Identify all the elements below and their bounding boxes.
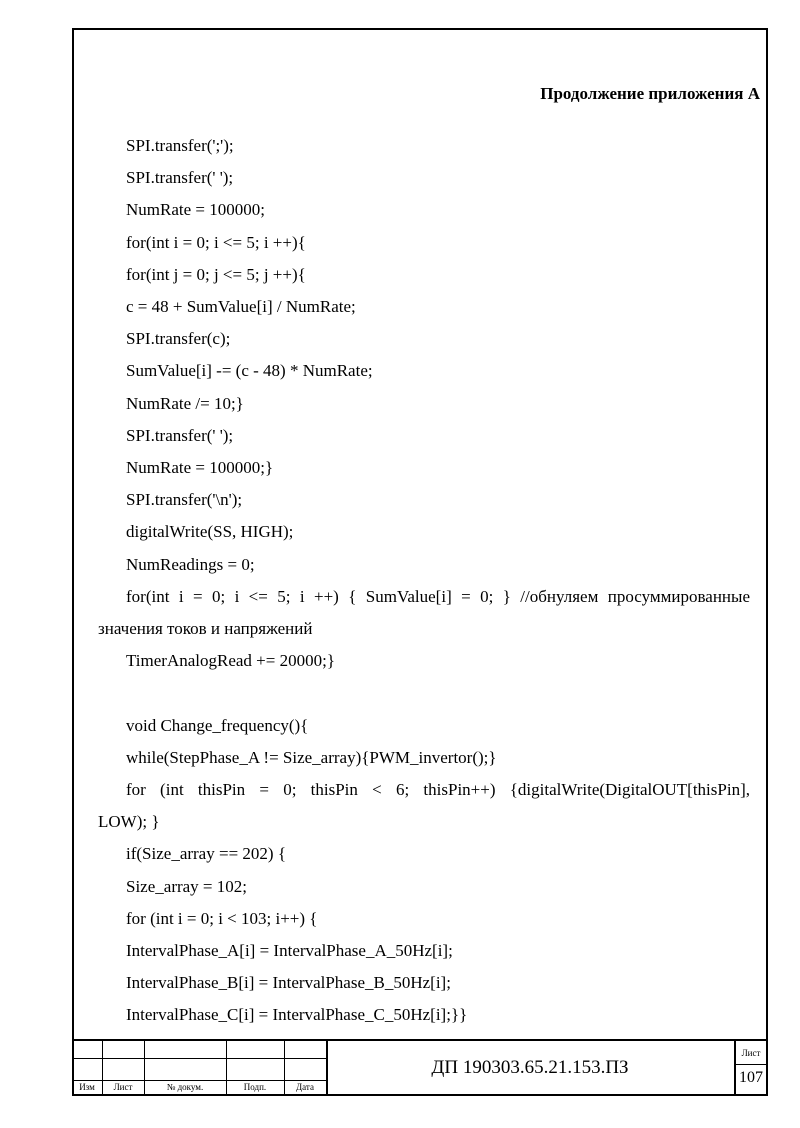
code-line: TimerAnalogRead += 20000;}	[126, 651, 335, 671]
appendix-heading: Продолжение приложения А	[540, 84, 760, 103]
stamp-data-label: Дата	[296, 1082, 314, 1092]
code-line: for (int thisPin = 0; thisPin < 6; thisPin++) {digitalWrite(DigitalOUT[thisPin],	[126, 780, 750, 800]
code-line: SPI.transfer(' ');	[126, 425, 234, 445]
blank-line	[98, 677, 750, 709]
code-line: Size_array = 102;	[126, 876, 247, 896]
code-listing	[98, 130, 750, 1032]
code-line: LOW); }	[98, 812, 160, 832]
code-line: NumReadings = 0;	[126, 554, 255, 574]
stamp-podp-label: Подп.	[243, 1082, 267, 1092]
code-line: SumValue[i] -= (c - 48) * NumRate;	[126, 361, 373, 381]
sheet-label: Лист	[741, 1048, 761, 1058]
code-line: for(int i = 0; i <= 5; i ++) { SumValue[i] = 0; } //обнуляем просуммированные	[126, 586, 750, 606]
code-line: for (int i = 0; i < 103; i++) {	[126, 908, 318, 928]
code-line: IntervalPhase_B[i] = IntervalPhase_B_50Hz[i];	[126, 973, 451, 993]
stamp-doc-label: № докум.	[166, 1082, 204, 1092]
code-line: SPI.transfer(' ');	[126, 168, 234, 188]
code-line: if(Size_array == 202) {	[126, 844, 286, 864]
code-line: NumRate /= 10;}	[126, 393, 244, 413]
code-line: NumRate = 100000;}	[126, 458, 274, 478]
code-line: for(int i = 0; i <= 5; i ++){	[126, 232, 306, 252]
code-line: SPI.transfer(';');	[126, 136, 234, 155]
stamp-izm-label: Изм	[79, 1082, 95, 1092]
code-line: NumRate = 100000;	[126, 200, 265, 220]
code-line: for(int j = 0; j <= 5; j ++){	[126, 264, 306, 284]
code-line: while(StepPhase_A != Size_array){PWM_invertor();}	[126, 747, 497, 767]
sheet-number: 107	[739, 1069, 763, 1086]
code-line: digitalWrite(SS, HIGH);	[126, 522, 294, 542]
stamp-list-label: Лист	[113, 1082, 133, 1092]
code-line: IntervalPhase_C[i] = IntervalPhase_C_50Hz[i];}}	[126, 1005, 468, 1025]
code-line: void Change_frequency(){	[126, 715, 309, 735]
title-block	[72, 1039, 768, 1096]
code-line: SPI.transfer(c);	[126, 329, 231, 349]
code-line: SPI.transfer('\n');	[126, 490, 243, 510]
document-code: ДП 190303.65.21.153.ПЗ	[431, 1057, 629, 1078]
code-line: IntervalPhase_A[i] = IntervalPhase_A_50Hz[i];	[126, 941, 453, 961]
code-line: значения токов и напряжений	[98, 619, 313, 639]
code-line: c = 48 + SumValue[i] / NumRate;	[126, 297, 356, 317]
